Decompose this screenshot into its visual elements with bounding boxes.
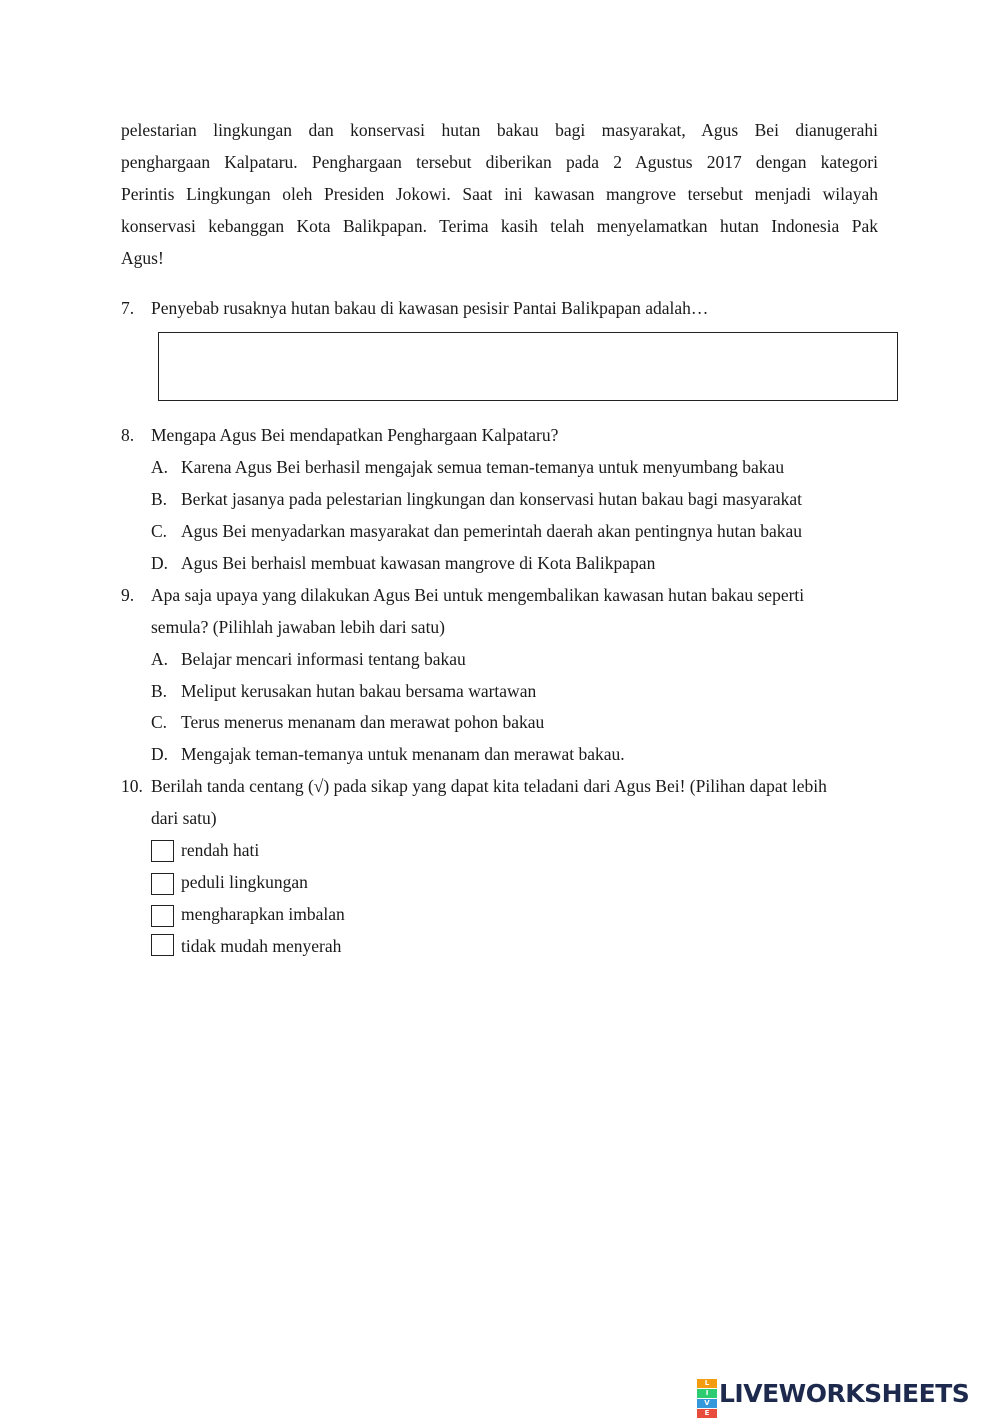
checkbox[interactable] [151, 873, 174, 895]
logo-letter: L [697, 1379, 717, 1388]
intro-line: konservasi kebanggan Kota Balikpapan. Terima kasih telah menyelamatkan hutan Indonesia Pak [121, 216, 878, 236]
option-text: Meliput kerusakan hutan bakau bersama wartawan [181, 681, 537, 701]
question-text: Berilah tanda centang (√) pada sikap yang dapat kita teladani dari Agus Bei! (Pilihan dapat lebih [151, 776, 827, 796]
option-letter: D. [151, 744, 169, 764]
checkbox-label: mengharapkan imbalan [181, 904, 345, 924]
option-text: Agus Bei berhaisl membuat kawasan mangrove di Kota Balikpapan [181, 553, 656, 573]
option-text: Mengajak teman-temanya untuk menanam dan merawat bakau. [181, 744, 625, 764]
option-letter: A. [151, 649, 169, 669]
logo-icon [697, 1379, 717, 1417]
logo-letter: I [697, 1389, 717, 1398]
intro-line: Perintis Lingkungan oleh Presiden Jokowi. Saat ini kawasan mangrove tersebut menjadi wilayah [121, 184, 878, 204]
question-text-continued: semula? (Pilihlah jawaban lebih dari satu) [151, 617, 446, 637]
question-text: Penyebab rusaknya hutan bakau di kawasan pesisir Pantai Balikpapan adalah… [151, 298, 709, 318]
option-text: Agus Bei menyadarkan masyarakat dan pemerintah daerah akan pentingnya hutan bakau [181, 521, 803, 541]
liveworksheets-logo [697, 1378, 970, 1417]
question-text-continued: dari satu) [151, 808, 217, 828]
answer-input-box[interactable] [158, 332, 898, 401]
checkbox-label: rendah hati [181, 840, 260, 860]
option-letter: B. [151, 489, 168, 509]
intro-line: Agus! [121, 248, 164, 268]
brand-name: LIVEWORKSHEETS [719, 1378, 970, 1408]
option-text: Terus menerus menanam dan merawat pohon bakau [181, 712, 545, 732]
option-letter: B. [151, 681, 168, 701]
logo-letter: V [697, 1399, 717, 1408]
checkbox-label: tidak mudah menyerah [181, 936, 342, 956]
question-number: 9. [121, 585, 135, 605]
option-text: Belajar mencari informasi tentang bakau [181, 649, 466, 669]
question-number: 7. [121, 298, 135, 318]
intro-line: pelestarian lingkungan dan konservasi hutan bakau bagi masyarakat, Agus Bei dianugerahi [121, 120, 878, 140]
option-letter: C. [151, 521, 168, 541]
checkbox-label: peduli lingkungan [181, 872, 308, 892]
checkbox[interactable] [151, 934, 174, 956]
question-number: 10. [121, 776, 143, 796]
logo-letter: E [697, 1409, 717, 1418]
option-letter: C. [151, 712, 168, 732]
question-text: Apa saja upaya yang dilakukan Agus Bei untuk mengembalikan kawasan hutan bakau seperti [151, 585, 805, 605]
intro-line: penghargaan Kalpataru. Penghargaan tersebut diberikan pada 2 Agustus 2017 dengan kategori [121, 152, 878, 172]
checkbox[interactable] [151, 905, 174, 927]
checkbox[interactable] [151, 840, 174, 862]
option-letter: D. [151, 553, 169, 573]
question-number: 8. [121, 425, 135, 445]
option-text: Karena Agus Bei berhasil mengajak semua teman-temanya untuk menyumbang bakau [181, 457, 785, 477]
question-text: Mengapa Agus Bei mendapatkan Penghargaan Kalpataru? [151, 425, 559, 445]
option-letter: A. [151, 457, 169, 477]
option-text: Berkat jasanya pada pelestarian lingkungan dan konservasi hutan bakau bagi masyarakat [181, 489, 803, 509]
